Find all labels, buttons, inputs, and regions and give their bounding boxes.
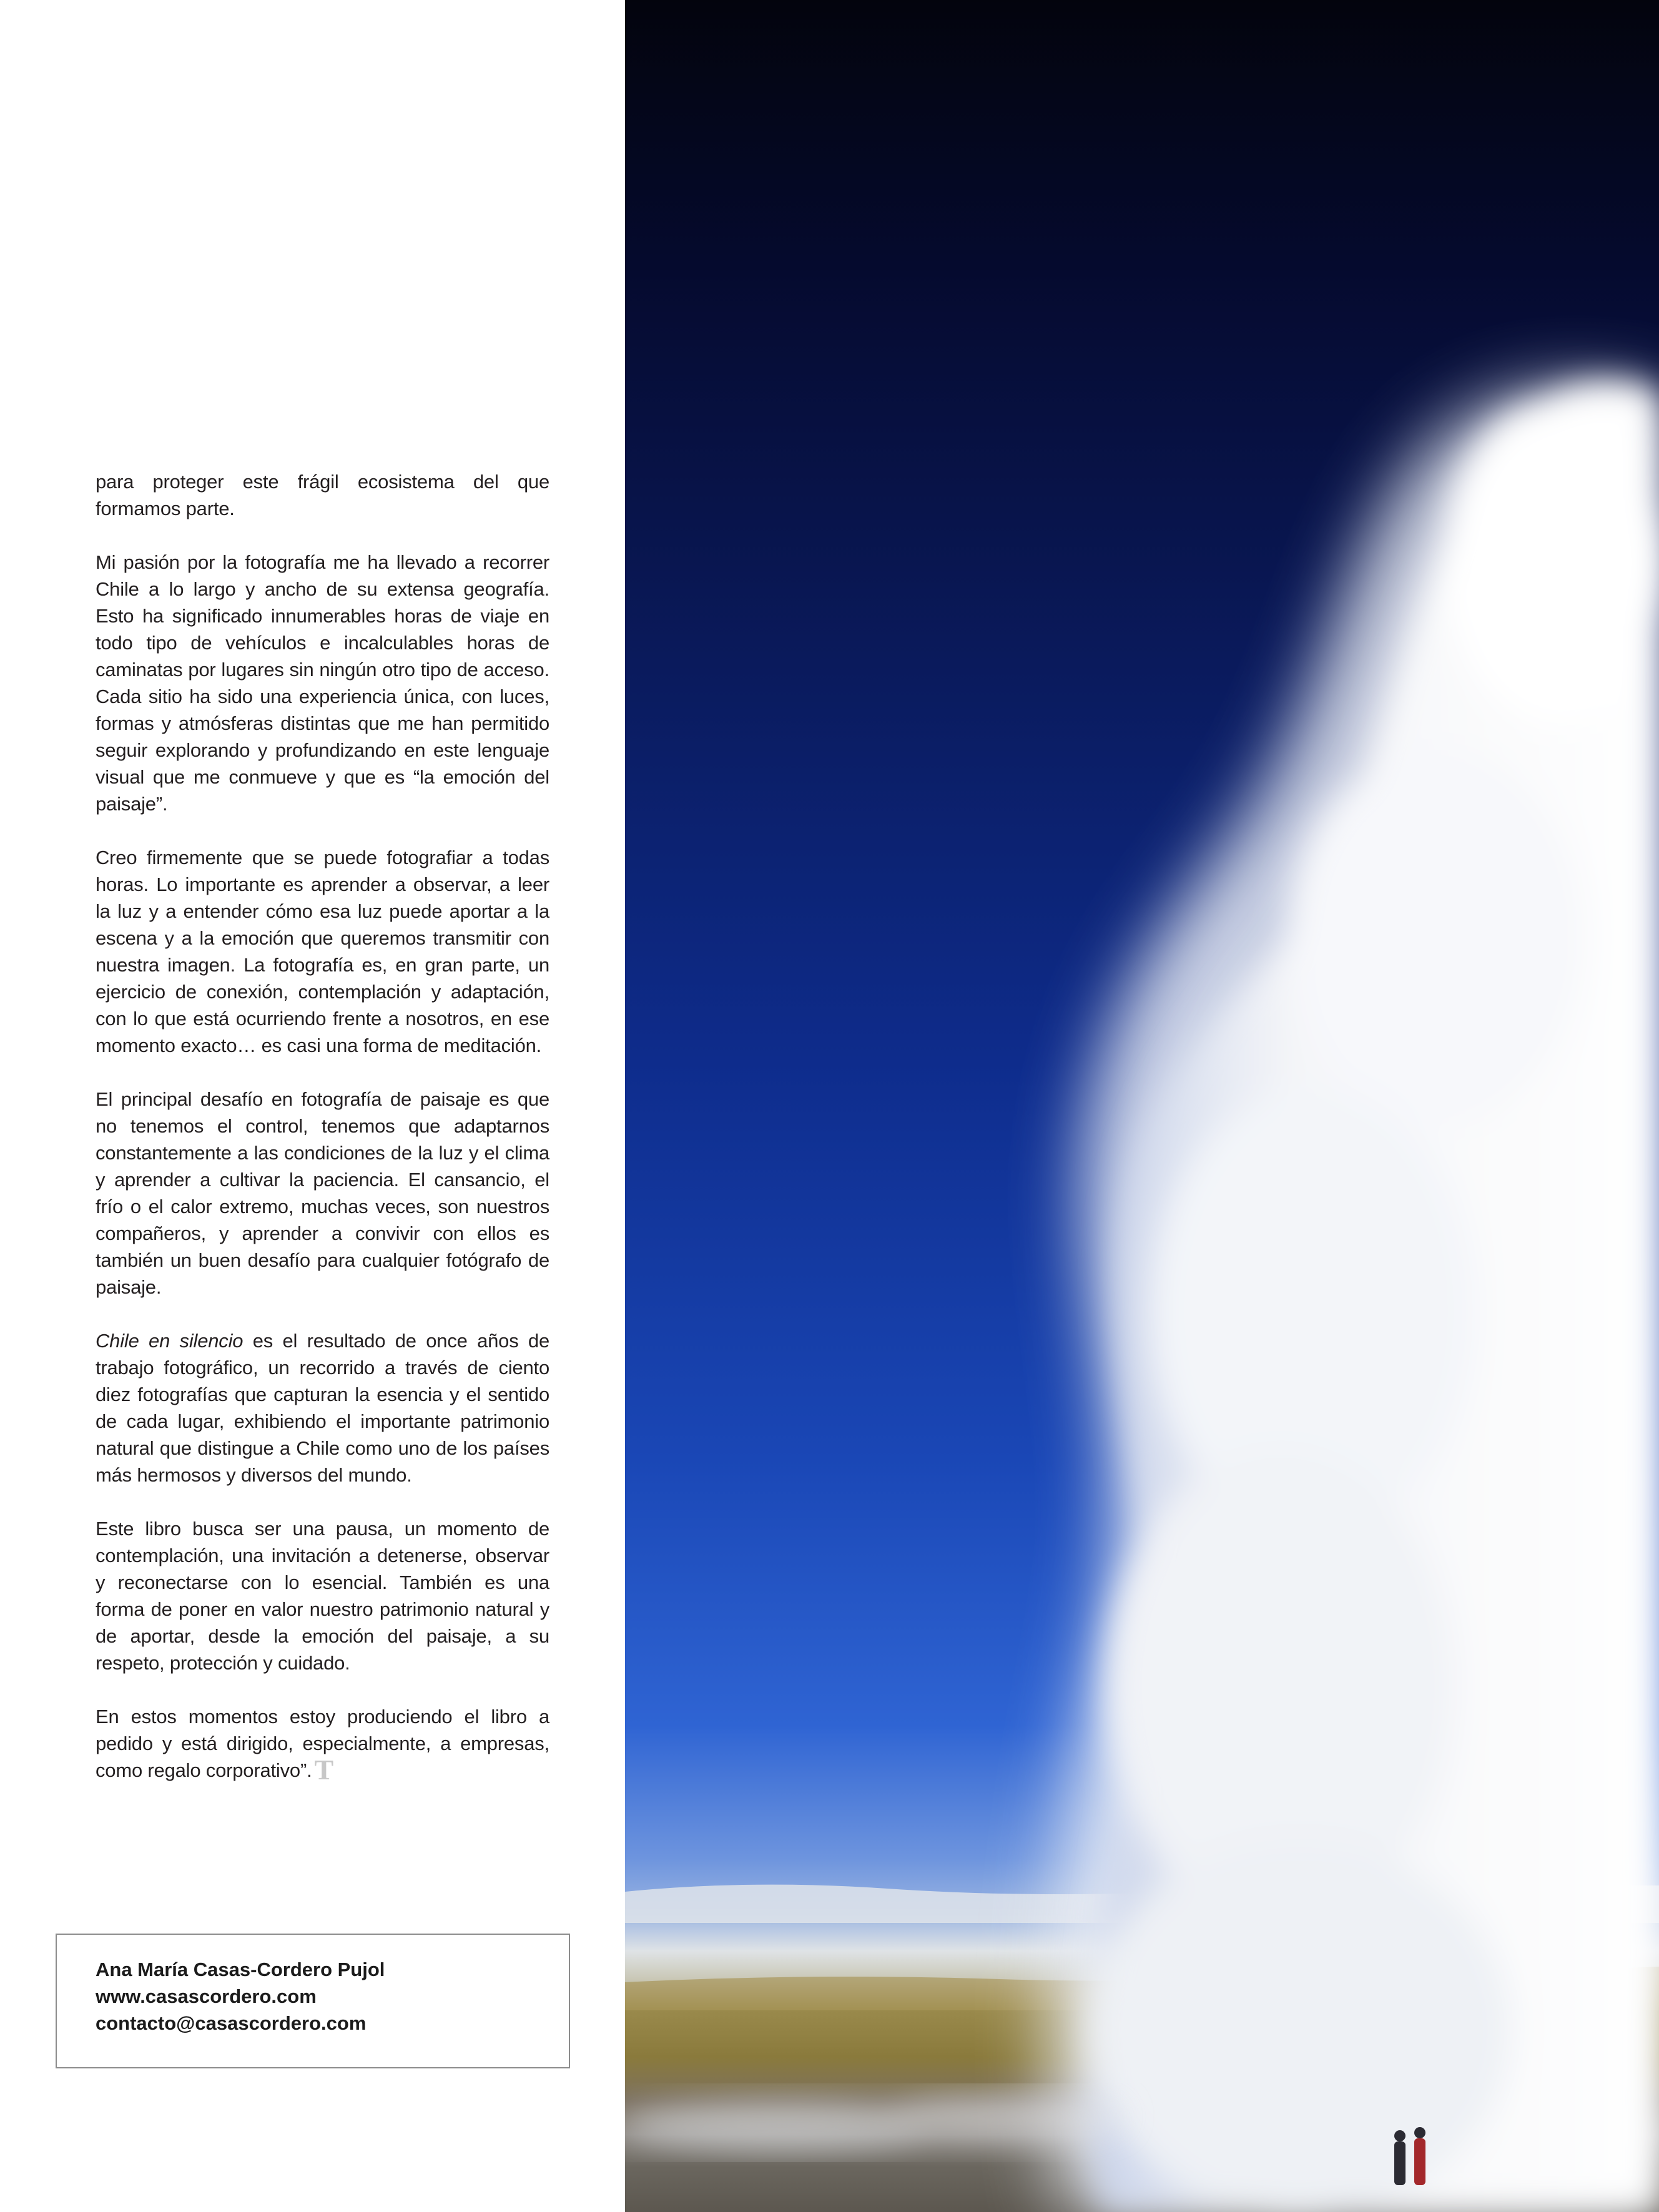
- paragraph-text: En estos momentos estoy produciendo el libro a pedido y está dirigido, especialmente, a empresas, como regalo corporativo”.: [96, 1706, 549, 1781]
- paragraph: Creo firmemente que se puede fotografiar a todas horas. Lo importante es aprender a observar, a leer la luz y a entender cómo esa luz puede aportar a la escena y a la emoción que queremos transmitir con nuestra imagen. La fotografía es, en gran parte, un ejercicio de conexión, contemplación y adaptación, con lo que está ocurriendo frente a nosotros, en ese momento exacto… es casi una forma de meditación.: [96, 847, 549, 1056]
- paragraph: Mi pasión por la fotografía me ha llevado a recorrer Chile a lo largo y ancho de su extensa geografía. Esto ha significado innumerables horas de viaje en todo tipo de vehículos e incalculables horas de caminatas por lugares sin ningún otro tipo de acceso. Cada sitio ha sido una experiencia única, con luces, formas y atmósferas distintas que me han permitido seguir explorando y profundizando en este lenguaje visual que me conmueve y que es “la emoción del paisaje”.: [96, 551, 549, 815]
- contact-box: [56, 1934, 570, 2068]
- geyser-photo: [625, 0, 1659, 2212]
- website-link[interactable]: www.casascordero.com: [96, 1985, 317, 2007]
- paragraph: Este libro busca ser una pausa, un momento de contemplación, una invitación a detenerse, observar y reconectarse con lo esencial. También es una forma de poner en valor nuestro patrimonio natural y de aportar, desde la emoción del paisaje, a su respeto, protección y cuidado.: [96, 1518, 549, 1674]
- email-link[interactable]: contacto@casascordero.com: [96, 2012, 367, 2034]
- ground-steam: [625, 2095, 1125, 2151]
- author-name: Ana María Casas-Cordero Pujol: [96, 1959, 385, 1980]
- paragraph: El principal desafío en fotografía de paisaje es que no tenemos el control, tenemos que adaptarnos constantemente a las condiciones de la luz y el clima y aprender a cultivar la paciencia. El cansancio, el frío o el calor extremo, muchas veces, son nuestros compañeros, y aprender a convivir con ellos es también un buen desafío para cualquier fotógrafo de paisaje.: [96, 1088, 549, 1298]
- geyser-illustration: [625, 0, 1659, 2212]
- book-title: Chile en silencio: [96, 1330, 244, 1352]
- paragraph-text: es el resultado de once años de trabajo fotográfico, un recorrido a través de ciento diez fotografías que capturan la esencia y el sentido de cada lugar, exhibiendo el importante patrimonio natural que distingue a Chile como uno de los países más hermosos y diversos del mundo.: [96, 1330, 549, 1486]
- paragraph: [96, 1327, 549, 1488]
- paragraph: [96, 1703, 549, 1784]
- end-of-article-mark: T: [314, 1754, 333, 1786]
- paragraph: para proteger este frágil ecosistema del que formamos parte.: [96, 471, 549, 519]
- article-body: [96, 468, 549, 1811]
